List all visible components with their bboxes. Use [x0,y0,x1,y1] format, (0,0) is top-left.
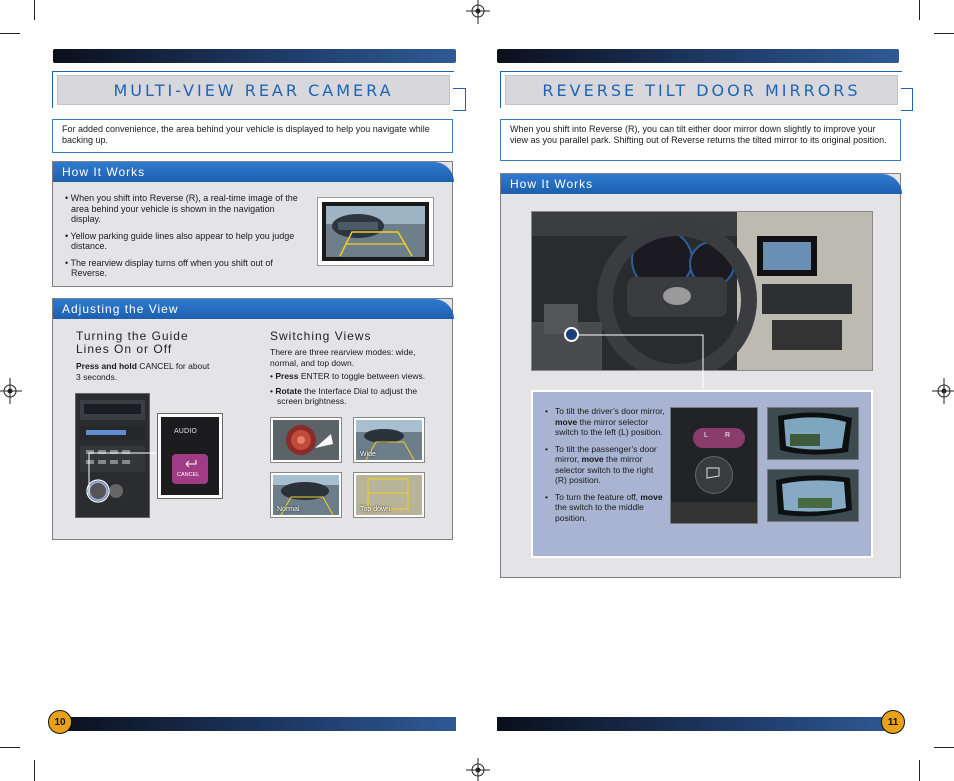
crop-mark [0,747,20,748]
subheading-guide-lines: Turning the Guide Lines On or Off [76,329,189,356]
registration-target-icon [464,758,492,781]
how-it-works-panel [52,161,453,287]
audio-label: AUDIO [174,427,197,435]
list-item: • To tilt the driver’s door mirror, move the mirror selector switch to the left (L) position. [545,406,665,437]
wide-view-image [353,417,425,463]
page-title: REVERSE TILT DOOR MIRRORS [505,75,898,105]
registration-target-icon [0,378,22,404]
mirror-instructions-list [545,406,665,523]
cancel-label: CANCEL [177,472,200,478]
header-bar [497,49,899,63]
mirror-icon [705,466,721,480]
callout-line [577,333,707,391]
crop-mark [934,747,954,748]
callout-line [83,447,163,497]
subheading-switching-views: Switching Views [270,329,372,343]
cancel-button-closeup-image [157,413,223,499]
bullet-item: • When you shift into Reverse (R), a real-time image of the area behind your vehicle is shown in the navigation display. [65,193,298,224]
list-item: • To turn the feature off, move the switch to the middle position. [545,491,663,523]
guide-lines-instruction: Press and hold CANCEL for about 3 seconds. [76,361,210,382]
passenger-mirror-tilted-image [767,469,859,522]
top-down-label: Top down [360,506,390,513]
return-arrow-icon [184,458,198,470]
how-it-works-panel [500,173,901,578]
page-number: 10 [48,710,72,734]
mirror-instructions-panel [531,390,873,558]
crop-mark [934,33,954,34]
crop-mark [919,760,920,781]
registration-target-icon [464,0,492,24]
crop-mark [34,760,35,781]
bullet-item: • Yellow parking guide lines also appear to help you judge distance. [65,230,295,251]
title-bracket [901,88,913,111]
list-item: • To tilt the passenger’s door mirror, move the mirror selector switch to the right (R) position. [545,443,657,485]
top-down-view-image [353,472,425,518]
adjusting-view-panel [52,298,453,540]
header-bar [53,49,456,63]
footer-bar [497,717,899,731]
section-heading: How It Works [501,174,902,194]
switch-left-label: L [704,432,708,439]
list-item: • Press ENTER to toggle between views. [270,371,426,381]
section-heading: How It Works [53,162,454,182]
driver-mirror-tilted-image [767,407,859,460]
rear-camera-display-image [317,197,434,266]
title-bracket [453,88,466,111]
intro-text: When you shift into Reverse (R), you can tilt either door mirror down slightly to improve your view as you parallel park. Shifting out of Reverse returns the tilted mirror to its original position. [500,119,901,161]
wide-label: Wide [360,451,376,458]
page-title: MULTI-VIEW REAR CAMERA [57,75,450,105]
switch-right-label: R [725,432,731,439]
crop-mark [34,0,35,20]
registration-target-icon [932,378,954,404]
section-heading: Adjusting the View [53,299,454,319]
bullet-item: • The rearview display turns off when you shift out of Reverse. [65,257,273,278]
normal-label: Normal [277,506,300,513]
normal-view-image [270,472,342,518]
intro-text: For added convenience, the area behind your vehicle is displayed to help you navigate while backing up. [52,119,453,153]
switching-views-list [270,371,435,407]
switching-views-text: There are three rearview modes: wide, normal, and top down. [270,347,416,368]
interface-dial-image [270,417,342,463]
page-number: 11 [881,710,905,734]
footer-bar [53,717,456,731]
mirror-selector-switch-image [670,407,758,524]
crop-mark [919,0,920,20]
crop-mark [0,33,20,34]
list-item: • Rotate the Interface Dial to adjust the screen brightness. [270,385,418,406]
